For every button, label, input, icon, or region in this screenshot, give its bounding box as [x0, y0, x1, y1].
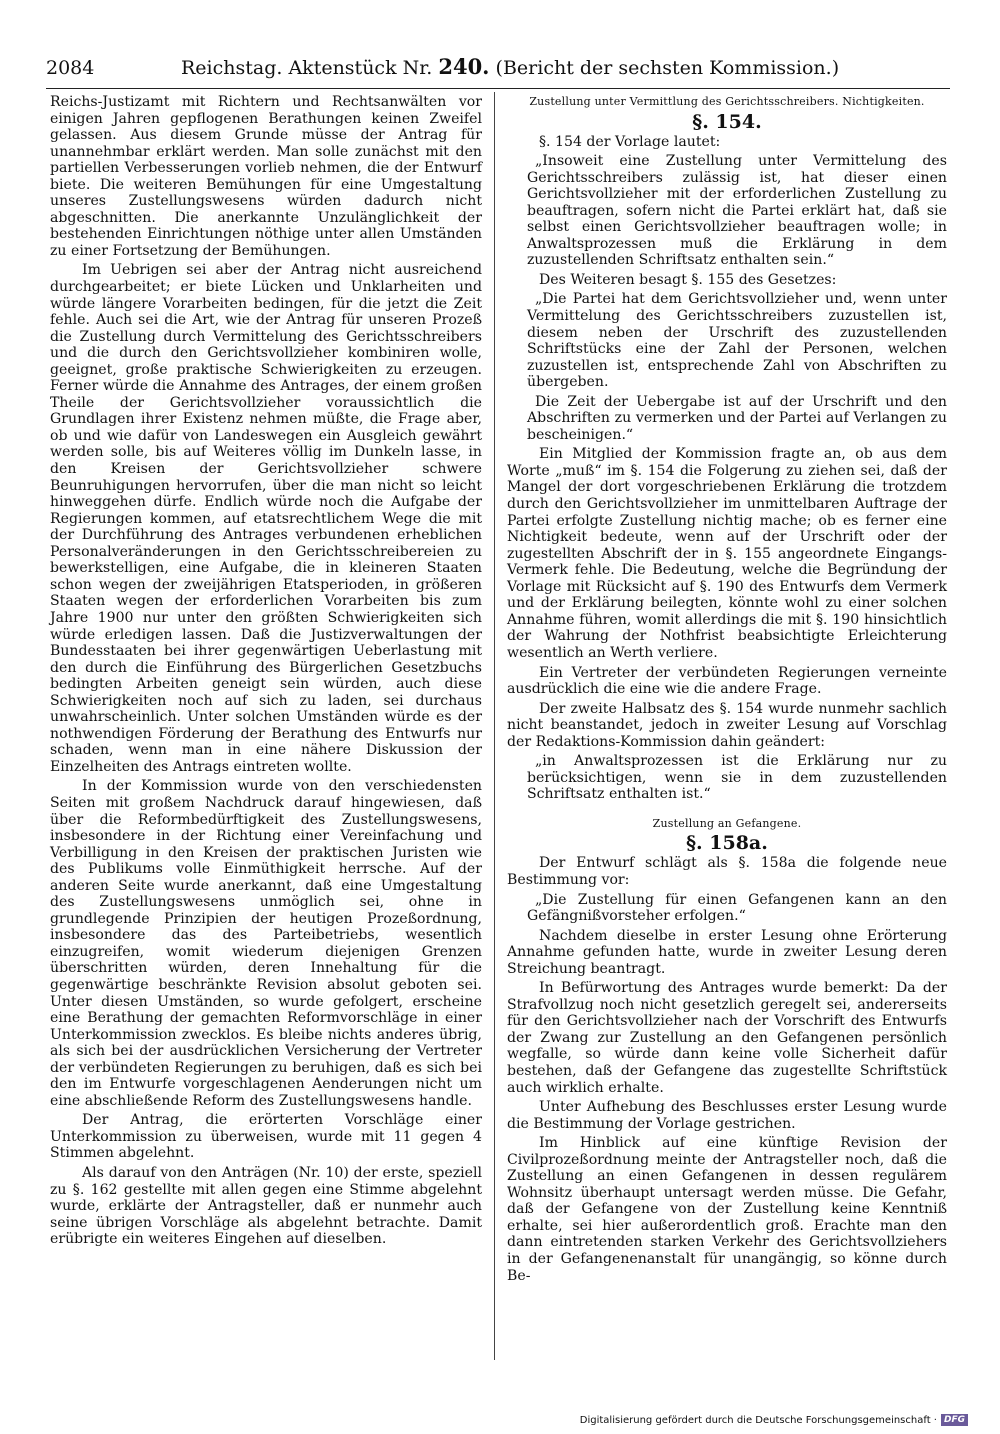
paragraph: Des Weiteren besagt §. 155 des Gesetzes: [539, 271, 837, 288]
section-heading: §. 158a. [686, 832, 768, 855]
section-heading: §. 154. [692, 110, 762, 133]
paragraph: Der zweite Halbsatz des §. 154 wurde nunmehr sachlich nicht beanstandet, jedoch in zweiter Lesung auf Vorschlag der Redaktions-Kommission dahin geändert: [507, 700, 947, 750]
page-number: 2084 [46, 57, 95, 79]
right-column [507, 94, 947, 1287]
paragraph: Der Antrag, die erörterten Vorschläge einer Unterkommission zu überweisen, wurde mit 11 gegen 4 Stimmen abgelehnt. [50, 1112, 482, 1162]
running-title-post: (Bericht der sechsten Kommission.) [495, 57, 840, 79]
footer-text: Digitalisierung gefördert durch die Deutsche Forschungsgemeinschaft · [579, 1414, 937, 1426]
quotation: „Insoweit eine Zustellung unter Vermittelung des Gerichtsschreibers zulässig ist, hat dieser einen Gerichtsvollzieher mit der erforderlichen Zustellung zu beauftragen, sofern nicht die Partei erklärt hat, daß sie selbst einen Gerichtsvollzieher beauftragen wolle; in Anwaltsprozessen muß die Erklärung in dem zuzustellenden Schriftsatz enthalten sein.“ [527, 153, 947, 269]
running-title-pre: Reichstag. Aktenstück Nr. [181, 57, 433, 79]
header-rule [46, 88, 950, 89]
page-header [46, 54, 946, 88]
quotation: „in Anwaltsprozessen ist die Erklärung nur zu berücksichtigen, wenn sie in dem zuzustellenden Schriftsatz enthalten ist.“ [527, 753, 947, 803]
paragraph: Ein Mitglied der Kommission fragte an, ob aus dem Worte „muß“ im §. 154 die Folgerung zu ziehen sei, daß der Mangel der dort vorgeschriebenen Erklärung die trotzdem durch den Gerichtsvollzieher im unmittelbaren Auftrage der Partei erfolgte Zustellung nichtig mache; ob es ferner eine Nichtigkeit bedeute, wenn auf der Urschrift oder der zugestellten Abschrift der in §. 155 angeordnete Eingangs-Vermerk fehle. Die Bedeutung, welche die Begründung der Vorlage mit Rücksicht auf §. 190 des Entwurfs dem Vermerk und der Erklärung beilegten, könnte wohl zu einer solchen Annahme führen, womit allerdings die mit §. 190 hinsichtlich der Wahrung der Nothfrist beabsichtigte Erleichterung wesentlich an Werth verliere. [507, 446, 947, 661]
document-number: 240. [438, 54, 490, 79]
quotation: Die Zeit der Uebergabe ist auf der Urschrift und den Abschriften zu vermerken und der Partei auf Verlangen zu bescheinigen.“ [527, 393, 947, 443]
running-title [181, 54, 839, 79]
spacer [507, 806, 947, 816]
paragraph: In der Kommission wurde von den verschiedensten Seiten mit großem Nachdruck darauf hingewiesen, daß über die Reformbedürftigkeit des Zustellungswesens, insbesondere in der Richtung einer Vereinfachung und Verbilligung in den Kreisen der praktischen Juristen wie des Publikums volle Einmüthigkeit herrsche. Auf der anderen Seite wurde anerkannt, daß eine Umgestaltung des Zustellungswesens unmöglich sei, ohne in grundlegende Prinzipien der heutigen Prozeßordnung, insbesondere das des Parteibetriebs, wesentlich einzugreifen, womit wiederum diejenigen Grenzen überschritten würden, deren Innehaltung für die gegenwärtige beschränkte Revision absolut geboten sei. Unter diesen Umständen, so wurde gefolgert, erscheine eine Berathung der gemachten Reformvorschläge in einer Unterkommission zwecklos. Es bleibe nichts anderes übrig, als sich bei der ausdrücklichen Versicherung der Vertreter der verbündeten Regierungen zu beruhigen, daß es sich bei den im Entwurfe vorgeschlagenen Aenderungen nicht um eine abschließende Reform des Zustellungswesens handle. [50, 778, 482, 1109]
paragraph: §. 154 der Vorlage lautet: [539, 133, 721, 150]
paragraph: Als darauf von den Anträgen (Nr. 10) der erste, speziell zu §. 162 gestellte mit allen gegen eine Stimme abgelehnt wurde, erklärte der Antragsteller, daß er nunmehr auch seine übrigen Vorschläge als abgelehnt betrachte. Damit erübrigte ein weiteres Eingehen auf dieselben. [50, 1165, 482, 1248]
dfg-logo: DFG [941, 1414, 968, 1426]
left-column [50, 94, 482, 1251]
section-label: Zustellung an Gefangene. [652, 816, 802, 830]
quotation: „Die Zustellung für einen Gefangenen kann an den Gefängnißvorsteher erfolgen.“ [527, 891, 947, 925]
paragraph: Im Hinblick auf eine künftige Revision der Civilprozeßordnung meinte der Antragsteller noch, daß die Zustellung an einen Gefangenen in dessen regulärem Wohnsitz überhaupt untersagt werden müsse. Die Gefahr, daß der Gefangene von der Zustellung keine Kenntniß erhalte, sei hier außerordentlich groß. Erachte man den dann eintretenden starken Verkehr des Gerichtsvollziehers in der Gefangenenanstalt für unangängig, so könne durch Be- [507, 1135, 947, 1284]
paragraph: In Befürwortung des Antrages wurde bemerkt: Da der Strafvollzug noch nicht gesetzlich geregelt sei, andererseits für den Gerichtsvollzieher nach der Vorschrift des Entwurfs der Zwang zur Zustellung an den Gefangenen persönlich wegfalle, so würde dann keine volle Sicherheit dafür bestehen, daß der Gefangene das zugestellte Schriftstück auch wirklich erhalte. [507, 980, 947, 1096]
paragraph: Unter Aufhebung des Beschlusses erster Lesung wurde die Bestimmung der Vorlage gestrichen. [507, 1099, 947, 1132]
digitization-footer [580, 1414, 968, 1426]
section-label: Zustellung unter Vermittlung des Gerichtsschreibers. Nichtigkeiten. [529, 95, 925, 108]
paragraph: Ein Vertreter der verbündeten Regierungen verneinte ausdrücklich die eine wie die andere Frage. [507, 664, 947, 698]
paragraph: Der Entwurf schlägt als §. 158a die folgende neue Bestimmung vor: [507, 855, 947, 888]
paragraph: Nachdem dieselbe in erster Lesung ohne Erörterung Annahme gefunden hatte, wurde in zweiter Lesung deren Streichung beantragt. [507, 927, 947, 977]
quotation: „Die Partei hat dem Gerichtsvollzieher und, wenn unter Vermittelung des Gerichtsschreibers zuzustellen ist, diesem neben der Urschrift des zuzustellenden Schriftstücks eine der Zahl der Personen, welchen zuzustellen ist, entsprechende Zahl von Abschriften zu übergeben. [527, 291, 947, 391]
paragraph: Im Uebrigen sei aber der Antrag nicht ausreichend durchgearbeitet; er biete Lücken und Unklarheiten und würde längere Vorarbeiten bedingen, für die jetzt die Zeit fehle. Auch sei die Art, wie der Antrag für unseren Prozeß die Zustellung durch Vermittelung des Gerichtsschreibers und die durch den Gerichtsvollzieher kombiniren wolle, geeignet, große praktische Schwierigkeiten zu erzeugen. Ferner würde die Annahme des Antrages, der einem großen Theile der Gerichtsvollzieher voraussichtlich die Grundlagen ihrer Existenz nehmen müßte, die Frage aber, ob und wie dafür von Landeswegen ein Ausgleich gewährt werden solle, bis auf Weiteres völlig im Dunkeln lasse, in den Kreisen der Gerichtsvollzieher schwere Beunruhigungen hervorrufen, über die man nicht so leicht hinweggehen dürfe. Endlich würde noch die Aufgabe der Regierungen kommen, auf etatsrechtlichem Wege die mit der Durchführung des Antrages verbundenen erheblichen Personalveränderungen in den Gerichtsschreibereien zu bewerkstelligen, eine Aufgabe, die in kleineren Staaten schon wegen der zweijährigen Etatsperioden, in größeren Staaten wegen der erforderlichen Vorarbeiten bis zum Jahre 1900 nur unter den größten Schwierigkeiten sich würde erledigen lassen. Daß die Justizverwaltungen der Bundesstaaten bei ihrer gegenwärtigen Ueberlastung mit den durch die Einführung des Bürgerlichen Gesetzbuchs bedingten Arbeiten geneigt sein würden, auch diese Schwierigkeiten noch auf sich zu laden, sei durchaus unwahrscheinlich. Unter solchen Umständen würde es der nothwendigen Förderung der Berathung des Entwurfs nur schaden, wenn man in eine nähere Diskussion der Einzelheiten des Antrags eintreten wollte. [50, 262, 482, 775]
column-divider [494, 92, 495, 1360]
paragraph: Reichs-Justizamt mit Richtern und Rechtsanwälten vor einigen Jahren gepflogenen Berathungen keinen Zweifel gelassen. Aus diesem Grunde müsse der Antrag für unannehmbar erklärt werden. Man solle zunächst mit den partiellen Verbesserungen vorlieb nehmen, die der Entwurf biete. Die weiteren Bemühungen für eine Umgestaltung unseres Zustellungswesens würden dadurch nicht abgeschnitten. Die anerkannte Unzulänglichkeit der bestehenden Einrichtungen nöthige unter allen Umständen zu einer Fortsetzung der Bemühungen. [50, 94, 482, 259]
